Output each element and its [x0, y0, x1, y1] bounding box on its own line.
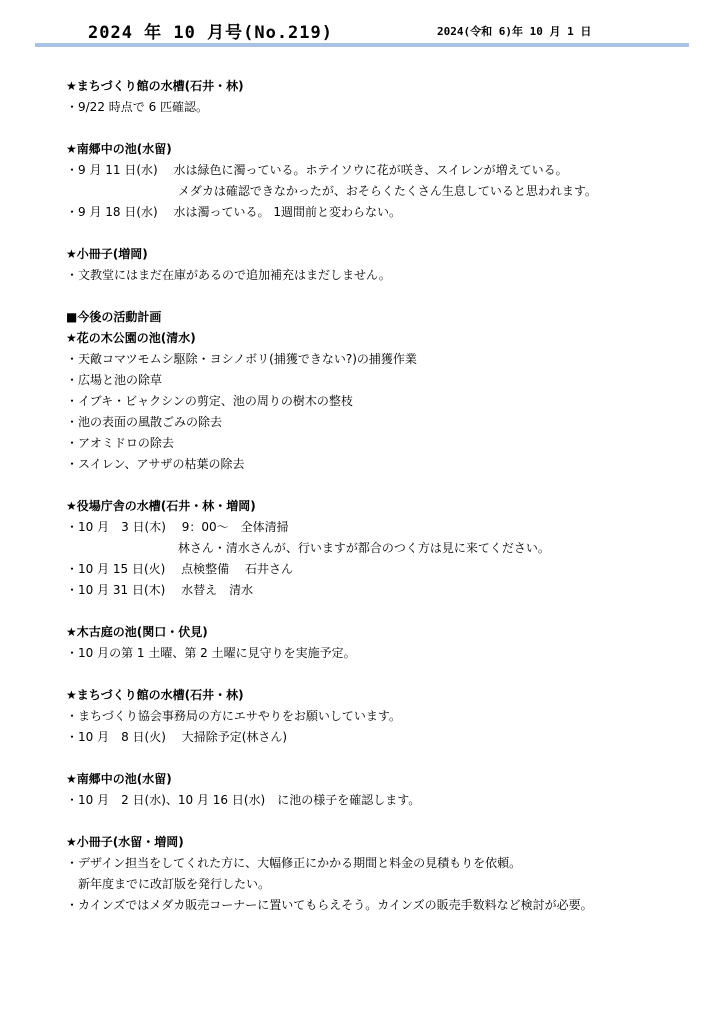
- issue-date: 2024(令和 6)年 10 月 1 日: [437, 25, 592, 38]
- report-line: ・広場と池の除草: [66, 373, 163, 387]
- report-line: ・カインズではメダカ販売コーナーに置いてもらえそう。カインズの販売手数料など検討が必要。: [66, 898, 593, 912]
- report-line: ・9 月 18 日(水) 水は濁っている。 1週間前と変わらない。: [66, 205, 401, 219]
- section-heading: ★花の木公園の池(清水): [66, 331, 196, 345]
- report-line: ・10 月の第 1 土曜、第 2 土曜に見守りを実施予定。: [66, 646, 356, 660]
- report-line: ・9 月 11 日(水) 水は緑色に濁っている。ホテイソウに花が咲き、スイレンが増えている。: [66, 163, 568, 177]
- newsletter-body: [66, 76, 706, 937]
- issue-title: 2024 年 10 月号(No.219): [88, 23, 333, 43]
- report-line: ・10 月 2 日(水)、10 月 16 日(水) に池の様子を確認します。: [66, 793, 421, 807]
- report-section: [66, 685, 706, 748]
- section-heading: ★南郷中の池(水留): [66, 142, 172, 156]
- report-line: ・スイレン、アサザの枯葉の除去: [66, 457, 245, 471]
- section-heading: ★南郷中の池(水留): [66, 772, 172, 786]
- report-line: ・文教堂にはまだ在庫があるので追加補充はまだしません。: [66, 268, 391, 282]
- report-line: ・10 月 3 日(木) 9：00～ 全体清掃: [66, 520, 289, 534]
- section-heading: ■今後の活動計画: [66, 310, 162, 324]
- header-divider: [35, 43, 689, 47]
- section-heading: ★まちづくり館の水槽(石井・林): [66, 688, 244, 702]
- report-line: ・9/22 時点で 6 匹確認。: [66, 100, 209, 114]
- section-heading: ★役場庁舎の水槽(石井・林・増岡): [66, 499, 256, 513]
- report-line: ・まちづくり協会事務局の方にエサやりをお願いしています。: [66, 709, 401, 723]
- report-line: ・池の表面の風散ごみの除去: [66, 415, 223, 429]
- section-heading: ★まちづくり館の水槽(石井・林): [66, 79, 244, 93]
- report-section: [66, 139, 706, 223]
- report-line: 新年度までに改訂版を発行したい。: [66, 877, 271, 891]
- newsletter-header: [0, 0, 724, 48]
- report-line: ・アオミドロの除去: [66, 436, 174, 450]
- section-heading: ★木古庭の池(関口・伏見): [66, 625, 208, 639]
- report-section: [66, 496, 706, 601]
- report-section: [66, 244, 706, 286]
- report-line: メダカは確認できなかったが、おそらくたくさん生息していると思われます。: [66, 184, 597, 198]
- report-line: ・10 月 15 日(火) 点検整備 石井さん: [66, 562, 293, 576]
- report-section: [66, 622, 706, 664]
- section-heading: ★小冊子(水留・増岡): [66, 835, 184, 849]
- report-line: ・10 月 8 日(火) 大掃除予定(林さん): [66, 730, 288, 744]
- report-line: 林さん・清水さんが、行いますが都合のつく方は見に来てください。: [66, 541, 550, 555]
- report-line: ・デザイン担当をしてくれた方に、大幅修正にかかる期間と料金の見積もりを依頼。: [66, 856, 522, 870]
- report-line: ・イブキ・ビャクシンの剪定、池の周りの樹木の整枝: [66, 394, 353, 408]
- report-section: [66, 832, 706, 916]
- report-line: ・10 月 31 日(木) 水替え 清水: [66, 583, 254, 597]
- report-section: [66, 76, 706, 118]
- report-line: ・天敵コマツモムシ駆除・ヨシノボリ(捕獲できない?)の捕獲作業: [66, 352, 417, 366]
- section-heading: ★小冊子(増岡): [66, 247, 148, 261]
- report-section: [66, 307, 706, 475]
- report-section: [66, 769, 706, 811]
